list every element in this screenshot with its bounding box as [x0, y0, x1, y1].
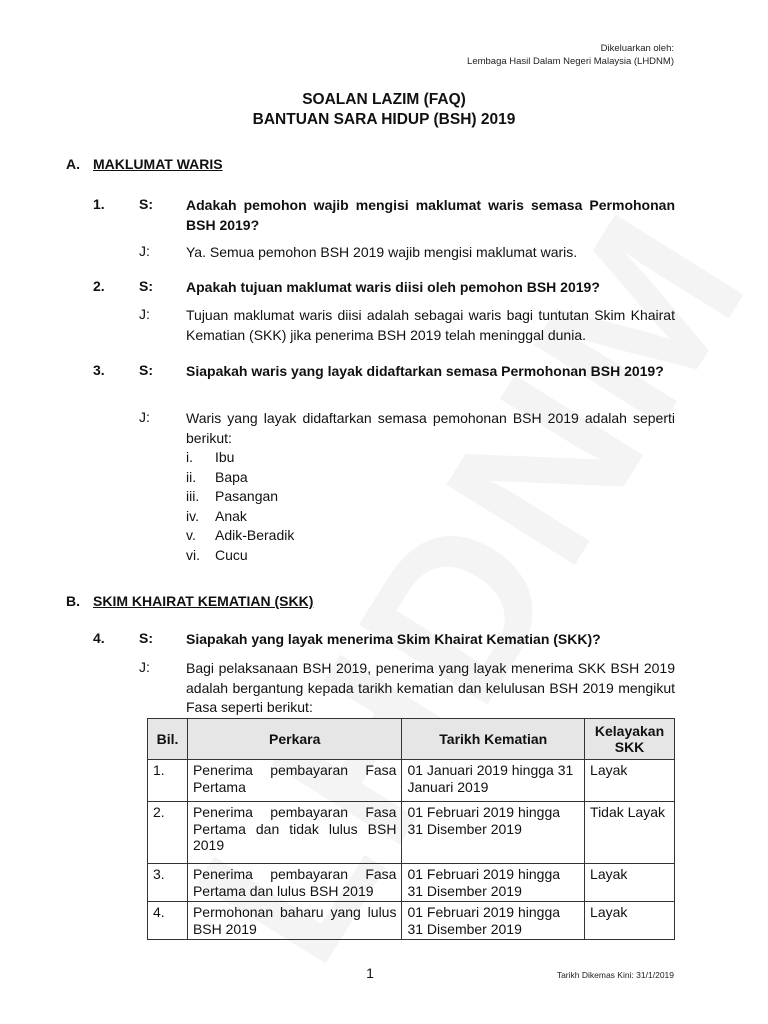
list-item-number: ii.	[186, 468, 197, 485]
question-text: Siapakah waris yang layak didaftarkan semasa Permohonan BSH 2019?	[186, 363, 664, 379]
list-item-number: iii.	[186, 488, 200, 504]
list-item-number: v.	[186, 527, 196, 543]
list-item	[186, 487, 294, 507]
question-number: 3.	[93, 362, 105, 378]
answer-text: Ya. Semua pemohon BSH 2019 wajib mengisi maklumat waris.	[186, 244, 578, 260]
list-item-text: Ibu	[215, 449, 235, 465]
cell-perkara: Penerima pembayaran Fasa Pertama dan tidak lulus BSH 2019	[187, 802, 402, 864]
cell-bil: 2.	[148, 802, 188, 864]
issuer-label: Dikeluarkan oleh:	[600, 43, 674, 54]
list-item	[186, 546, 294, 566]
cell-tarikh: 01 Januari 2019 hingga 31 Januari 2019	[402, 760, 585, 802]
skk-eligibility-table	[147, 718, 675, 940]
cell-tarikh: 01 Februari 2019 hingga 31 Disember 2019	[402, 864, 585, 902]
answer-label: J:	[139, 306, 150, 322]
question-label: S:	[139, 196, 153, 212]
cell-perkara: Penerima pembayaran Fasa Pertama dan lulus BSH 2019	[187, 864, 402, 902]
cell-tarikh: 01 Februari 2019 hingga 31 Disember 2019	[402, 802, 585, 864]
last-updated-date: Tarikh Dikemas Kini: 31/1/2019	[556, 970, 674, 980]
section-name: MAKLUMAT WARIS	[93, 156, 223, 172]
question-label: S:	[139, 630, 153, 646]
list-item-text: Pasangan	[215, 488, 279, 504]
list-item-number: vi.	[186, 546, 200, 563]
question-label: S:	[139, 362, 153, 378]
answer-text: Tujuan maklumat waris diisi adalah sebagai waris bagi tuntutan Skim Khairat Kematian (SKK) jika penerima BSH 2019 telah meninggal dunia.	[186, 307, 675, 343]
section-letter: A.	[66, 156, 80, 172]
cell-perkara: Permohonan baharu yang lulus BSH 2019	[187, 902, 402, 940]
section-name: SKIM KHAIRAT KEMATIAN (SKK)	[93, 593, 314, 609]
question-text: Apakah tujuan maklumat waris diisi oleh pemohon BSH 2019?	[186, 279, 600, 295]
answer-label: J:	[139, 659, 150, 675]
question-number: 2.	[93, 278, 105, 294]
column-header-perkara: Perkara	[187, 719, 402, 760]
list-item-text: Adik-Beradik	[215, 527, 295, 543]
answer-text: Waris yang layak didaftarkan semasa pemohonan BSH 2019 adalah seperti berikut:	[186, 410, 675, 446]
section-letter: B.	[66, 593, 80, 609]
cell-kelayakan: Tidak Layak	[585, 802, 675, 864]
cell-bil: 3.	[148, 864, 188, 902]
heir-list	[186, 448, 294, 565]
list-item	[186, 507, 294, 527]
section-heading-a	[66, 156, 223, 172]
issuer-name: Lembaga Hasil Dalam Negeri Malaysia (LHDNM)	[467, 56, 674, 67]
list-item-number: i.	[186, 449, 193, 465]
list-item-text: Cucu	[215, 546, 248, 563]
table-header-row	[148, 719, 675, 760]
table-row	[148, 864, 675, 902]
page-subtitle: BANTUAN SARA HIDUP (BSH) 2019	[252, 111, 516, 128]
list-item	[186, 526, 294, 546]
table-row	[148, 760, 675, 802]
list-item	[186, 468, 294, 488]
cell-kelayakan: Layak	[585, 902, 675, 940]
column-header-kelayakan-skk: Kelayakan SKK	[585, 719, 675, 760]
answer-text: Bagi pelaksanaan BSH 2019, penerima yang layak menerima SKK BSH 2019 adalah bergantung kepada tarikh kematian dan kelulusan BSH 2019 mengikut Fasa seperti berikut:	[186, 660, 675, 715]
cell-tarikh: 01 Februari 2019 hingga 31 Disember 2019	[402, 902, 585, 940]
column-header-tarikh-kematian: Tarikh Kematian	[402, 719, 585, 760]
issuer-block	[467, 42, 674, 68]
list-item-number: iv.	[186, 507, 199, 524]
question-number: 1.	[93, 196, 105, 212]
question-number: 4.	[93, 630, 105, 646]
cell-kelayakan: Layak	[585, 760, 675, 802]
list-item-text: Bapa	[215, 468, 248, 485]
page-number: 1	[366, 965, 374, 981]
question-text: Adakah pemohon wajib mengisi maklumat waris semasa Permohonan BSH 2019?	[186, 197, 675, 233]
question-label: S:	[139, 278, 153, 294]
answer-label: J:	[139, 243, 150, 259]
cell-bil: 1.	[148, 760, 188, 802]
question-text: Siapakah yang layak menerima Skim Khairat Kematian (SKK)?	[186, 631, 601, 647]
table-row	[148, 802, 675, 864]
cell-bil: 4.	[148, 902, 188, 940]
cell-perkara: Penerima pembayaran Fasa Pertama	[187, 760, 402, 802]
section-heading-b	[66, 593, 313, 609]
page-title: SOALAN LAZIM (FAQ)	[302, 91, 466, 108]
cell-kelayakan: Layak	[585, 864, 675, 902]
list-item-text: Anak	[215, 507, 247, 524]
column-header-bil: Bil.	[148, 719, 188, 760]
answer-label: J:	[139, 409, 150, 425]
list-item	[186, 448, 294, 468]
table-row	[148, 902, 675, 940]
